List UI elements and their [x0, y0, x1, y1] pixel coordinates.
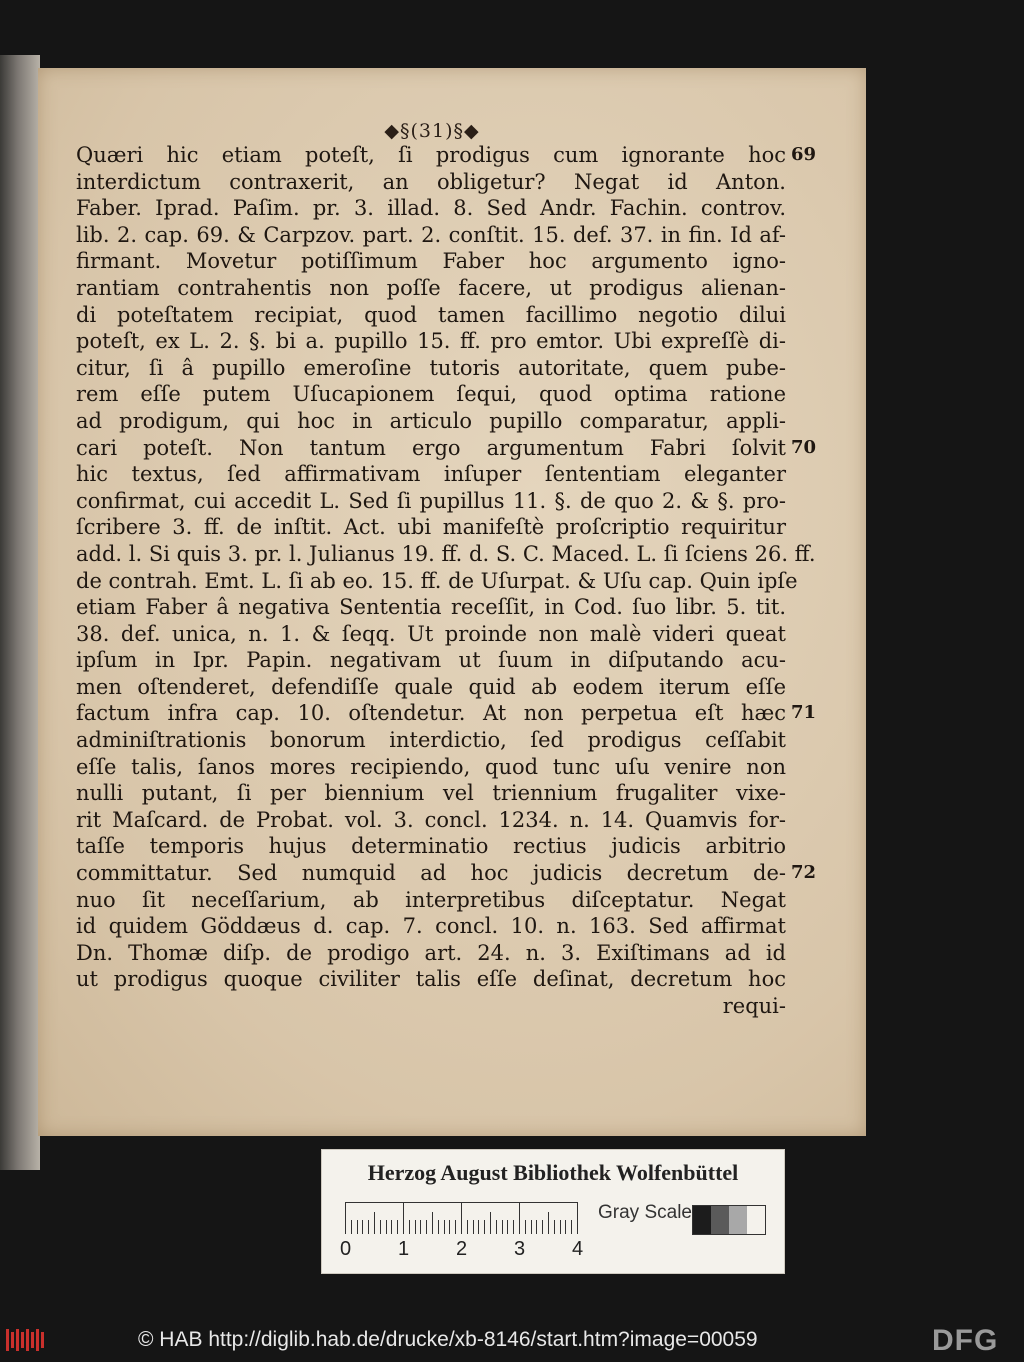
text-line-content: nuo ſit neceſſarium, ab interpretibus diſceptatur. Negat [76, 887, 786, 912]
text-line-content: Dn. Thomæ diſp. de prodigo art. 24. n. 3. Exiſtimans ad id [76, 940, 786, 965]
text-line [76, 408, 786, 435]
ruler-tick [565, 1220, 566, 1234]
scale-number: 0 [340, 1238, 352, 1260]
catchword: requi- [722, 994, 786, 1018]
ruler-tick [531, 1220, 532, 1234]
text-line-content: adminiſtrationis bonorum interdictio, ſed prodigus ceſſabit [76, 728, 786, 753]
ruler-tick [548, 1212, 549, 1234]
text-line [76, 142, 816, 169]
margin-number: 72 [790, 862, 816, 884]
ruler-tick [438, 1220, 439, 1234]
text-line [76, 541, 816, 568]
ruler-tick [362, 1220, 363, 1234]
gray-scale-label: Gray Scale [598, 1202, 692, 1223]
text-line [76, 940, 786, 967]
viewer-footer [0, 1318, 1024, 1362]
margin-number: 70 [790, 436, 816, 458]
scale-number: 2 [456, 1238, 468, 1260]
source-credit[interactable]: © HAB http://diglib.hab.de/drucke/xb-8146/start.htm?image=00059 [138, 1328, 758, 1351]
ruler-tick [449, 1220, 450, 1234]
ruler-tick [397, 1220, 398, 1234]
text-line [76, 275, 786, 302]
text-line [76, 727, 786, 754]
text-line [76, 913, 786, 940]
ruler-tick [478, 1220, 479, 1234]
text-line [76, 647, 786, 674]
text-line-content: Faber. Iprad. Paſim. pr. 3. illad. 8. Sed Andr. Fachin. controv. [76, 196, 786, 221]
gray-swatch [747, 1206, 765, 1234]
text-line-content: citur, ſi â pupillo emeroſine tutoris autoritate, quem pube- [76, 355, 786, 380]
ruler-tick [507, 1220, 508, 1234]
ruler-tick [432, 1212, 433, 1234]
margin-number: 71 [790, 702, 816, 724]
text-line [76, 248, 786, 275]
text-line [76, 381, 786, 408]
text-line [76, 302, 786, 329]
ruler-tick [351, 1220, 352, 1234]
text-line-content: interdictum contraxerit, an obligetur? Negat id Anton. [76, 169, 786, 194]
ruler-tick [502, 1220, 503, 1234]
text-line [76, 328, 786, 355]
text-line-content: factum infra cap. 10. oſtendetur. At non perpetua eſt hæc [76, 701, 786, 726]
ruler-tick [380, 1220, 381, 1234]
text-line [76, 860, 816, 887]
text-line [76, 568, 798, 595]
ruler-tick [513, 1220, 514, 1234]
margin-number: 69 [790, 144, 816, 165]
ruler-tick [420, 1220, 421, 1234]
text-line-content: cari poteſt. Non tantum ergo argumentum Fabri ſolvit [76, 435, 786, 460]
text-line-content: eſſe talis, ſanos mores recipiendo, quod tunc uſu venire non [76, 754, 786, 779]
text-line [76, 488, 786, 515]
ruler-tick [444, 1220, 445, 1234]
text-line-content: men oſtenderet, defendiſſe quale quid ab eodem iterum eſſe [76, 674, 786, 699]
text-line [76, 887, 786, 914]
text-line-content: lib. 2. cap. 69. & Carpzov. part. 2. conſtit. 15. def. 37. in fin. Id af- [76, 222, 786, 247]
text-line-content: ſcribere 3. ff. de inſtit. Act. ubi manifeſtè proſcriptio requiritur [76, 515, 786, 540]
gray-swatch [729, 1206, 747, 1234]
ruler-tick [455, 1220, 456, 1234]
hab-logo-icon [6, 1329, 46, 1351]
text-line-content: 38. def. unica, n. 1. & ſeqq. Ut proinde non malè videri queat [76, 621, 786, 646]
ruler-tick [536, 1220, 537, 1234]
ruler-tick [577, 1202, 578, 1234]
adjacent-page-edge [0, 55, 40, 1170]
text-line-content: add. l. Si quis 3. pr. l. Julianus 19. ff. d. S. C. Maced. L. ſi ſciens 26. ff. [76, 541, 816, 566]
text-line [76, 195, 786, 222]
page-text-block [76, 142, 816, 1020]
text-line [76, 966, 786, 993]
ruler-tick [403, 1202, 404, 1234]
measurement-ruler [345, 1202, 577, 1234]
text-line [76, 461, 786, 488]
text-line [76, 514, 786, 541]
gray-scale-bar [692, 1205, 766, 1235]
text-line-content: etiam Faber â negativa Sententia receſſit, in Cod. ſuo libr. 5. tit. [76, 595, 786, 620]
ruler-tick [484, 1220, 485, 1234]
ruler-tick [496, 1220, 497, 1234]
text-line-content: rem eſſe putem Uſucapionem ſequi, quod optima ratione [76, 382, 786, 407]
text-line-content: ipſum in Ipr. Papin. negativam ut ſuum in diſputando acu- [76, 648, 786, 673]
ruler-tick [554, 1220, 555, 1234]
text-line [76, 754, 786, 781]
text-line [76, 222, 786, 249]
gray-swatch [693, 1206, 711, 1234]
text-line-content: Quæri hic etiam poteſt, ſi prodigus cum ignorante hoc [76, 143, 786, 167]
ruler-tick [519, 1202, 520, 1234]
text-line [76, 807, 786, 834]
ruler-tick [374, 1212, 375, 1234]
text-line-content: di poteſtatem recipiat, quod tamen facillimo negotio dilui [76, 302, 786, 327]
text-line [76, 833, 786, 860]
gray-swatch [711, 1206, 729, 1234]
text-line-content: committatur. Sed numquid ad hoc judicis decretum de- [76, 861, 786, 886]
text-line [76, 700, 816, 727]
ruler-tick [357, 1220, 358, 1234]
ruler-tick [473, 1220, 474, 1234]
ruler-tick [345, 1202, 346, 1234]
text-line [76, 594, 786, 621]
text-line-content: nulli putant, ſi per biennium vel triennium frugaliter vixe- [76, 781, 786, 806]
text-line-content: de contrah. Emt. L. ſi ab eo. 15. ff. de Uſurpat. & Uſu cap. Quin ipſe [76, 568, 798, 593]
text-line-content: rit Maſcard. de Probat. vol. 3. concl. 1234. n. 14. Quamvis for- [76, 807, 786, 832]
book-page [38, 68, 866, 1136]
text-line [76, 355, 786, 382]
page-number-header: ◆§(31)§◆ [384, 120, 480, 142]
ruler-tick [525, 1220, 526, 1234]
text-line-content: firmant. Movetur potiſſimum Faber hoc argumento igno- [76, 249, 786, 274]
text-line-content: ad prodigum, qui hoc in articulo pupillo comparatur, appli- [76, 408, 786, 433]
ruler-tick [467, 1220, 468, 1234]
dfg-logo: DFG [932, 1324, 999, 1357]
text-line-content: hic textus, ſed affirmativam inſuper ſententiam eleganter [76, 462, 786, 487]
ruler-tick [571, 1220, 572, 1234]
text-line [76, 780, 786, 807]
text-line-content: confirmat, cui accedit L. Sed ſi pupillus 11. §. de quo 2. & §. pro- [76, 488, 786, 513]
library-color-card [321, 1149, 785, 1274]
text-line-content: id quidem Göddæus d. cap. 7. concl. 10. n. 163. Sed affirmat [76, 914, 786, 939]
text-line [76, 674, 786, 701]
ruler-tick [461, 1202, 462, 1234]
ruler-tick [386, 1220, 387, 1234]
library-name: Herzog August Bibliothek Wolfenbüttel [367, 1160, 739, 1185]
ruler-tick [368, 1220, 369, 1234]
text-line [76, 621, 786, 648]
scale-number: 1 [398, 1238, 410, 1260]
ruler-tick [415, 1220, 416, 1234]
text-line-content: rantiam contrahentis non poſſe facere, ut prodigus alienan- [76, 275, 786, 300]
ruler-tick [542, 1220, 543, 1234]
text-line-content: taſſe temporis hujus determinatio rectius judicis arbitrio [76, 834, 786, 859]
text-line-content: poteſt, ex L. 2. §. bi a. pupillo 15. ff. pro emtor. Ubi expreſſè di- [76, 329, 786, 354]
ruler-tick [560, 1220, 561, 1234]
ruler-tick [426, 1220, 427, 1234]
scale-number: 3 [514, 1238, 526, 1260]
text-line [76, 435, 816, 462]
ruler-tick [490, 1212, 491, 1234]
text-line-content: ut prodigus quoque civiliter talis eſſe deſinat, decretum hoc [76, 967, 786, 992]
scale-number: 4 [572, 1238, 584, 1260]
ruler-tick [391, 1220, 392, 1234]
ruler-tick [409, 1220, 410, 1234]
text-line [76, 169, 786, 196]
